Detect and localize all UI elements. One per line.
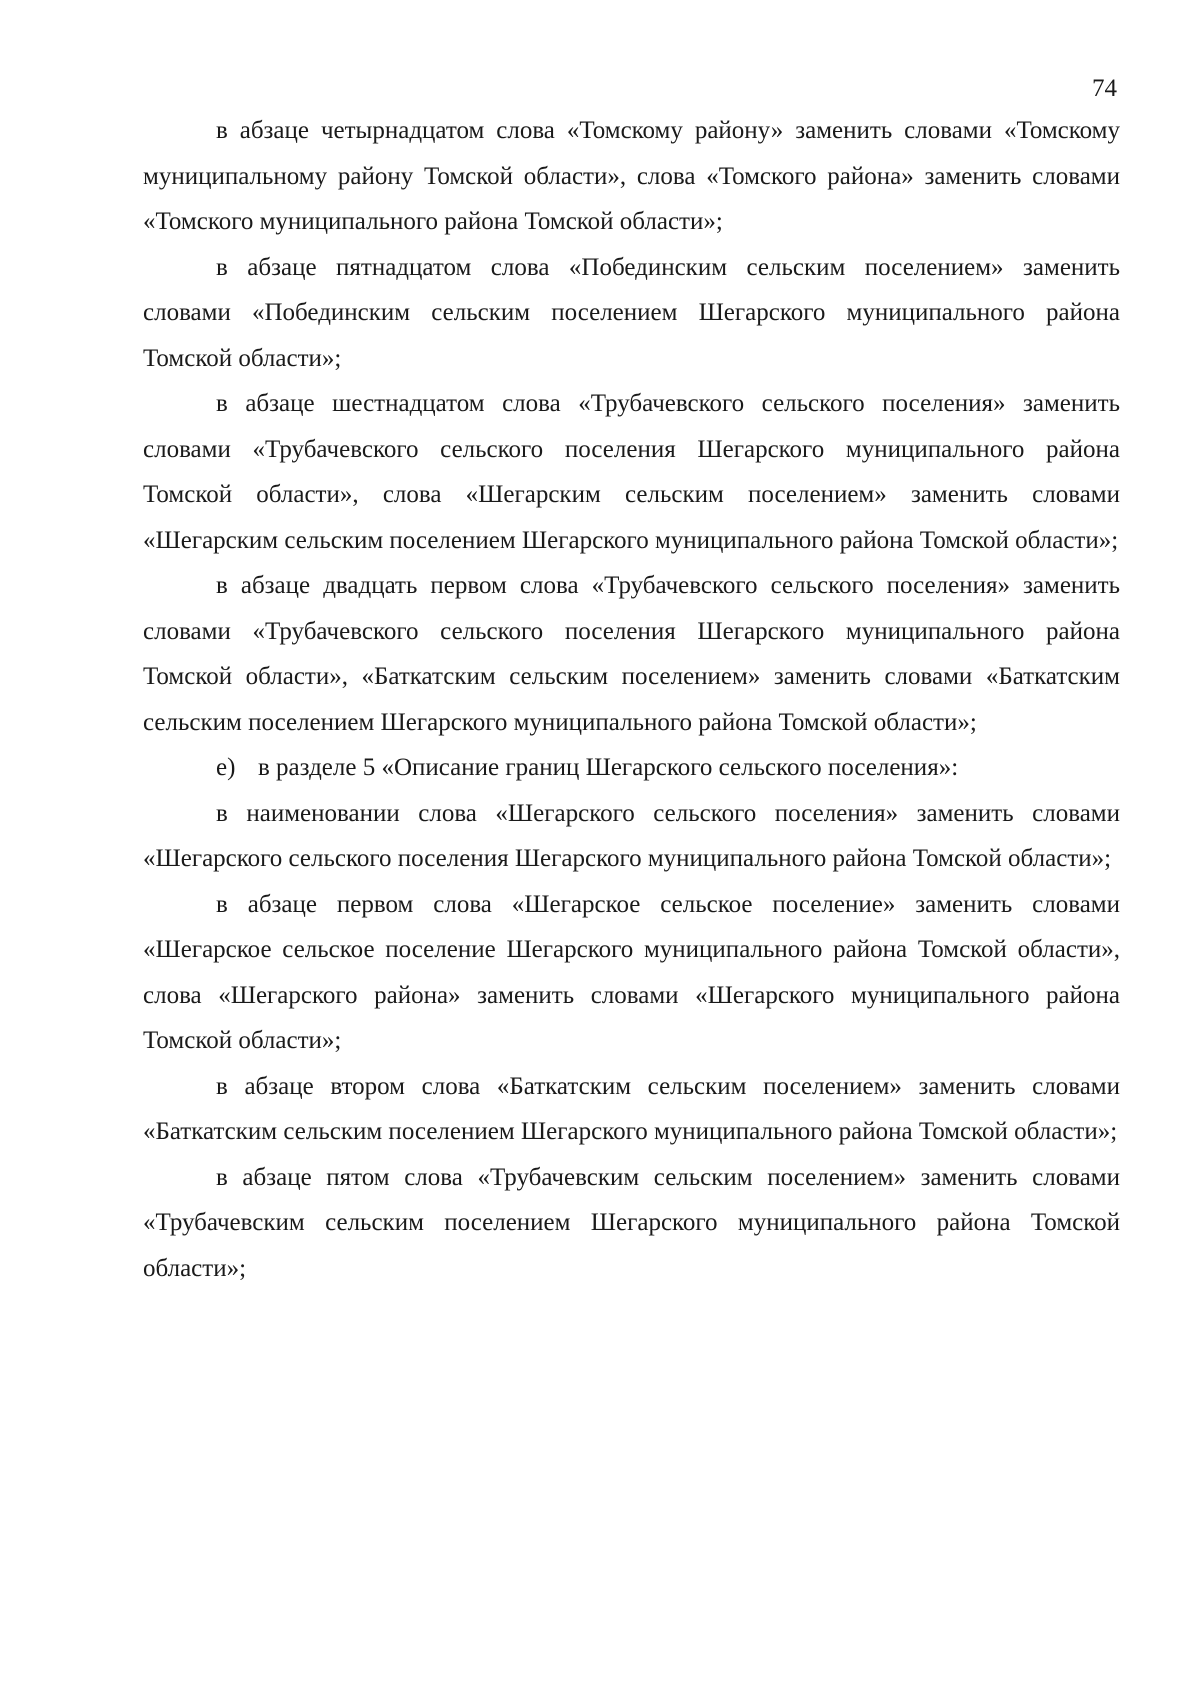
list-item-e [143, 745, 1120, 791]
paragraph-8: в абзаце пятом слова «Трубачевским сельским поселением» заменить словами «Трубачевским сельским поселением Шегарского муниципального района Томской области»; [143, 1163, 1120, 1282]
paragraph-4: в абзаце двадцать первом слова «Трубачевского сельского поселения» заменить словами «Трубачевского сельского поселения Шегарского муниципального района Томской области», «Баткатским сельским поселением» заменить словами «Баткатским сельским поселением Шегарского муниципального района Томской области»; [143, 572, 1120, 736]
document-body [143, 108, 1120, 1291]
list-marker: е) [216, 754, 236, 781]
paragraph-3: в абзаце шестнадцатом слова «Трубачевского сельского поселения» заменить словами «Трубачевского сельского поселения Шегарского муниципального района Томской области», слова «Шегарским сельским поселением» заменить словами «Шегарским сельским поселением Шегарского муниципального района Томской области»; [143, 390, 1120, 554]
page-number: 74 [1092, 75, 1117, 102]
paragraph-5: в наименовании слова «Шегарского сельского поселения» заменить словами «Шегарского сельского поселения Шегарского муниципального района Томской области»; [143, 799, 1120, 872]
list-item-text: в разделе 5 «Описание границ Шегарского сельского поселения»: [258, 754, 959, 781]
paragraph-7: в абзаце втором слова «Баткатским сельским поселением» заменить словами «Баткатским сельским поселением Шегарского муниципального района Томской области»; [143, 1072, 1120, 1145]
paragraph-6: в абзаце первом слова «Шегарское сельское поселение» заменить словами «Шегарское сельское поселение Шегарского муниципального района Томской области», слова «Шегарского района» заменить словами «Шегарского муниципального района Томской области»; [143, 890, 1120, 1054]
paragraph-1: в абзаце четырнадцатом слова «Томскому району» заменить словами «Томскому муниципальному району Томской области», слова «Томского района» заменить словами «Томского муниципального района Томской области»; [143, 117, 1120, 235]
paragraph-2: в абзаце пятнадцатом слова «Побединским сельским поселением» заменить словами «Побединским сельским поселением Шегарского муниципального района Томской области»; [143, 253, 1120, 372]
